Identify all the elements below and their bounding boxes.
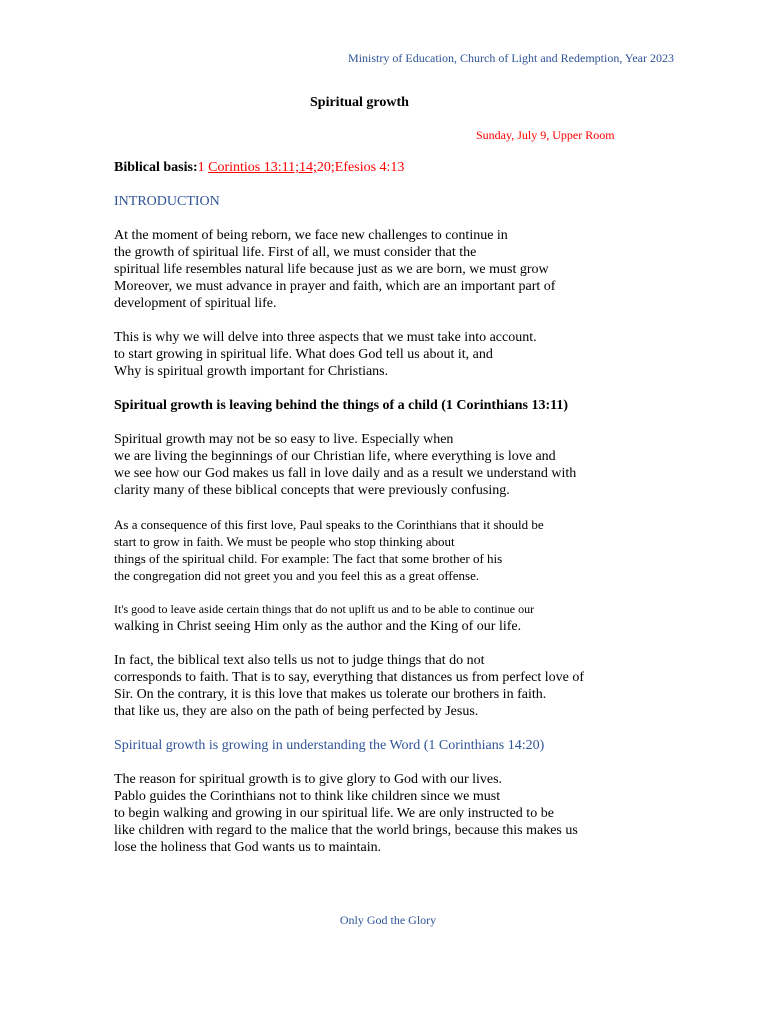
section-1-heading: Spiritual growth is leaving behind the things of a child (1 Corinthians 13:11) <box>114 398 569 413</box>
biblical-basis-ref-link[interactable]: Corintios 13:11;14; <box>208 160 317 175</box>
text-line: the growth of spiritual life. First of all, we must consider that the <box>114 245 477 260</box>
text-line: corresponds to faith. That is to say, everything that distances us from perfect love of <box>114 670 585 685</box>
text-line: clarity many of these biblical concepts that were previously confusing. <box>114 483 510 498</box>
intro-paragraph-2 <box>114 329 714 380</box>
text-line: development of spiritual life. <box>114 296 277 311</box>
text-line: start to grow in faith. We must be people who stop thinking about <box>114 534 455 549</box>
text-line: It's good to leave aside certain things that do not uplift us and to be able to continue our <box>114 602 535 616</box>
section-2-heading: Spiritual growth is growing in understanding the Word (1 Corinthians 14:20) <box>114 738 545 753</box>
text-line: Spiritual growth may not be so easy to live. Especially when <box>114 432 454 447</box>
biblical-basis-ref-suffix: 20;Efesios 4:13 <box>316 160 405 175</box>
page-title: Spiritual growth <box>310 95 409 110</box>
text-line: to begin walking and growing in our spiritual life. We are only instructed to be <box>114 806 554 821</box>
section-1-paragraph-4 <box>114 652 714 720</box>
text-line: In fact, the biblical text also tells us not to judge things that do not <box>114 653 485 668</box>
biblical-basis-ref-prefix: 1 <box>197 160 209 175</box>
text-line: lose the holiness that God wants us to maintain. <box>114 840 382 855</box>
ministry-header: Ministry of Education, Church of Light and Redemption, Year 2023 <box>348 51 674 65</box>
text-line: As a consequence of this first love, Paul speaks to the Corinthians that it should be <box>114 517 544 532</box>
text-line: spiritual life resembles natural life because just as we are born, we must grow <box>114 262 549 277</box>
intro-heading: INTRODUCTION <box>114 194 220 209</box>
text-line: that like us, they are also on the path of being perfected by Jesus. <box>114 704 479 719</box>
date-location: Sunday, July 9, Upper Room <box>476 128 615 142</box>
text-line: Sir. On the contrary, it is this love that makes us tolerate our brothers in faith. <box>114 687 547 702</box>
text-line: Why is spiritual growth important for Christians. <box>114 364 389 379</box>
intro-paragraph-1 <box>114 227 714 312</box>
document-body <box>114 159 714 873</box>
biblical-basis-label: Biblical basis: <box>114 160 198 175</box>
text-line: like children with regard to the malice that the world brings, because this makes us <box>114 823 578 838</box>
section-2-paragraph-1 <box>114 771 714 856</box>
text-line: to start growing in spiritual life. What does God tell us about it, and <box>114 347 493 362</box>
section-1-paragraph-2 <box>114 516 714 584</box>
text-line: Moreover, we must advance in prayer and faith, which are an important part of <box>114 279 556 294</box>
text-line: The reason for spiritual growth is to give glory to God with our lives. <box>114 772 503 787</box>
text-line: we see how our God makes us fall in love daily and as a result we understand with <box>114 466 577 481</box>
footer-text: Only God the Glory <box>339 913 437 927</box>
text-line: things of the spiritual child. For example: The fact that some brother of his <box>114 551 503 566</box>
text-line: walking in Christ seeing Him only as the author and the King of our life. <box>114 619 522 634</box>
biblical-basis <box>114 159 714 176</box>
text-line: At the moment of being reborn, we face new challenges to continue in <box>114 228 508 243</box>
text-line: Pablo guides the Corinthians not to think like children since we must <box>114 789 501 804</box>
section-1-paragraph-3 <box>114 601 714 635</box>
text-line: This is why we will delve into three aspects that we must take into account. <box>114 330 537 345</box>
section-1-paragraph-1 <box>114 431 714 499</box>
text-line: the congregation did not greet you and you feel this as a great offense. <box>114 568 480 583</box>
text-line: we are living the beginnings of our Christian life, where everything is love and <box>114 449 556 464</box>
